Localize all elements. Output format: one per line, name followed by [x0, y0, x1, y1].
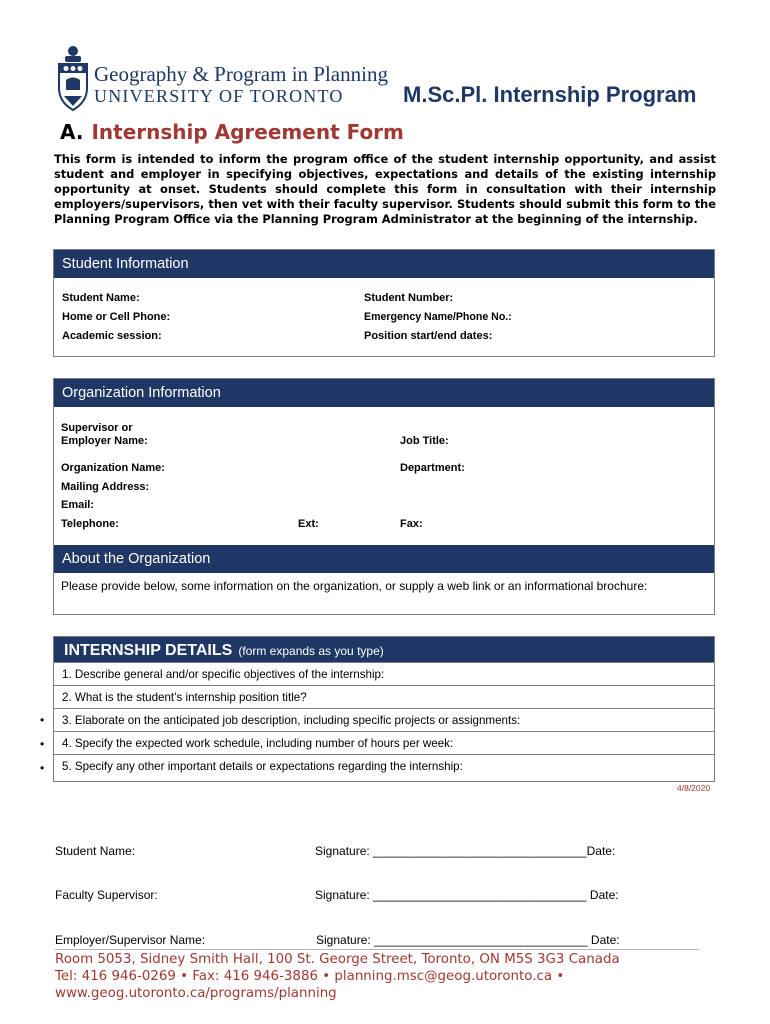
logo-text-line2: UNIVERSITY OF TORONTO — [94, 86, 344, 106]
organization-info-section — [53, 378, 715, 615]
student-info-section — [53, 249, 715, 357]
form-title — [60, 120, 404, 144]
student-signature-line[interactable]: Signature: ________________________________Date: — [315, 844, 616, 858]
academic-session-label[interactable]: Academic session: — [62, 330, 162, 342]
supervisor-label-line1[interactable]: Supervisor or — [61, 422, 133, 434]
detail-item-position-title[interactable]: 2. What is the student’s internship position title? — [54, 685, 714, 708]
footer-address: Room 5053, Sidney Smith Hall, 100 St. George Street, Toronto, ON M5S 3G3 Canada — [55, 952, 620, 967]
telephone-label[interactable]: Telephone: — [61, 518, 119, 530]
about-organization-prompt[interactable]: Please provide below, some information on the organization, or supply a web link or an informational brochure: — [61, 579, 648, 593]
footer-contact: Tel: 416 946-0269 • Fax: 416 946-3886 • planning.msc@geog.utoronto.ca • — [55, 969, 565, 984]
faculty-signature-line[interactable]: Signature: ________________________________ Date: — [315, 888, 619, 902]
organization-info-heading: Organization Information — [54, 379, 714, 407]
student-name-label[interactable]: Student Name: — [62, 292, 140, 304]
university-crest-icon — [56, 44, 90, 112]
student-number-label[interactable]: Student Number: — [364, 292, 454, 304]
internship-details-section — [53, 636, 715, 782]
email-label[interactable]: Email: — [61, 499, 95, 511]
about-organization-heading: About the Organization — [54, 545, 714, 573]
logo-text-line1: Geography & Program in Planning — [94, 62, 388, 86]
position-dates-label[interactable]: Position start/end dates: — [364, 330, 493, 342]
internship-details-title: INTERNSHIP DETAILS — [64, 642, 233, 659]
employer-supervisor-label: Employer/Supervisor Name: — [55, 933, 206, 947]
footer-website[interactable]: www.geog.utoronto.ca/programs/planning — [55, 986, 337, 1001]
detail-item-job-description[interactable]: 3. Elaborate on the anticipated job description, including specific projects or assignments: — [54, 708, 714, 731]
bullet-marker: • — [40, 713, 45, 727]
revision-date: 4/8/2020 — [677, 783, 711, 793]
detail-item-other-details[interactable]: 5. Specify any other important details or expectations regarding the internship: — [54, 754, 714, 777]
faculty-supervisor-label: Faculty Supervisor: — [55, 888, 158, 902]
internship-details-subtitle: (form expands as you type) — [238, 644, 384, 658]
fax-label[interactable]: Fax: — [400, 518, 423, 530]
job-title-label[interactable]: Job Title: — [400, 435, 449, 447]
mailing-address-label[interactable]: Mailing Address: — [61, 481, 150, 493]
detail-item-objectives[interactable]: 1. Describe general and/or specific objectives of the internship: — [54, 662, 714, 685]
form-title-text: Internship Agreement Form — [91, 120, 404, 144]
internship-details-heading — [54, 637, 714, 662]
bullet-marker: • — [40, 761, 45, 775]
student-name-signature-label: Student Name: — [55, 844, 136, 858]
emergency-contact-label[interactable]: Emergency Name/Phone No.: — [364, 311, 512, 323]
footer-divider — [55, 949, 699, 950]
organization-name-label[interactable]: Organization Name: — [61, 462, 165, 474]
program-title: M.Sc.Pl. Internship Program — [403, 82, 697, 107]
student-info-heading: Student Information — [54, 250, 714, 278]
form-letter: A. — [60, 120, 84, 144]
ext-label[interactable]: Ext: — [298, 518, 319, 530]
detail-item-work-schedule[interactable]: 4. Specify the expected work schedule, including number of hours per week: — [54, 731, 714, 754]
employer-signature-line[interactable]: Signature: ________________________________ Date: — [316, 933, 620, 947]
phone-label[interactable]: Home or Cell Phone: — [62, 311, 171, 323]
intro-paragraph: This form is intended to inform the program office of the student internship opportunity, and assist student and employer in specifying objectives, expectations and details of the existing internship opportunity at onset. Students should complete this form in consultation with their internship employers/supervisors, then vet with their faculty supervisor. Students should submit this form to the Planning Program Office via the Planning Program Administrator at the beginning of the internship. — [54, 152, 716, 226]
bullet-marker: • — [40, 737, 45, 751]
employer-name-label[interactable]: Employer Name: — [61, 435, 148, 447]
department-label[interactable]: Department: — [400, 462, 465, 474]
